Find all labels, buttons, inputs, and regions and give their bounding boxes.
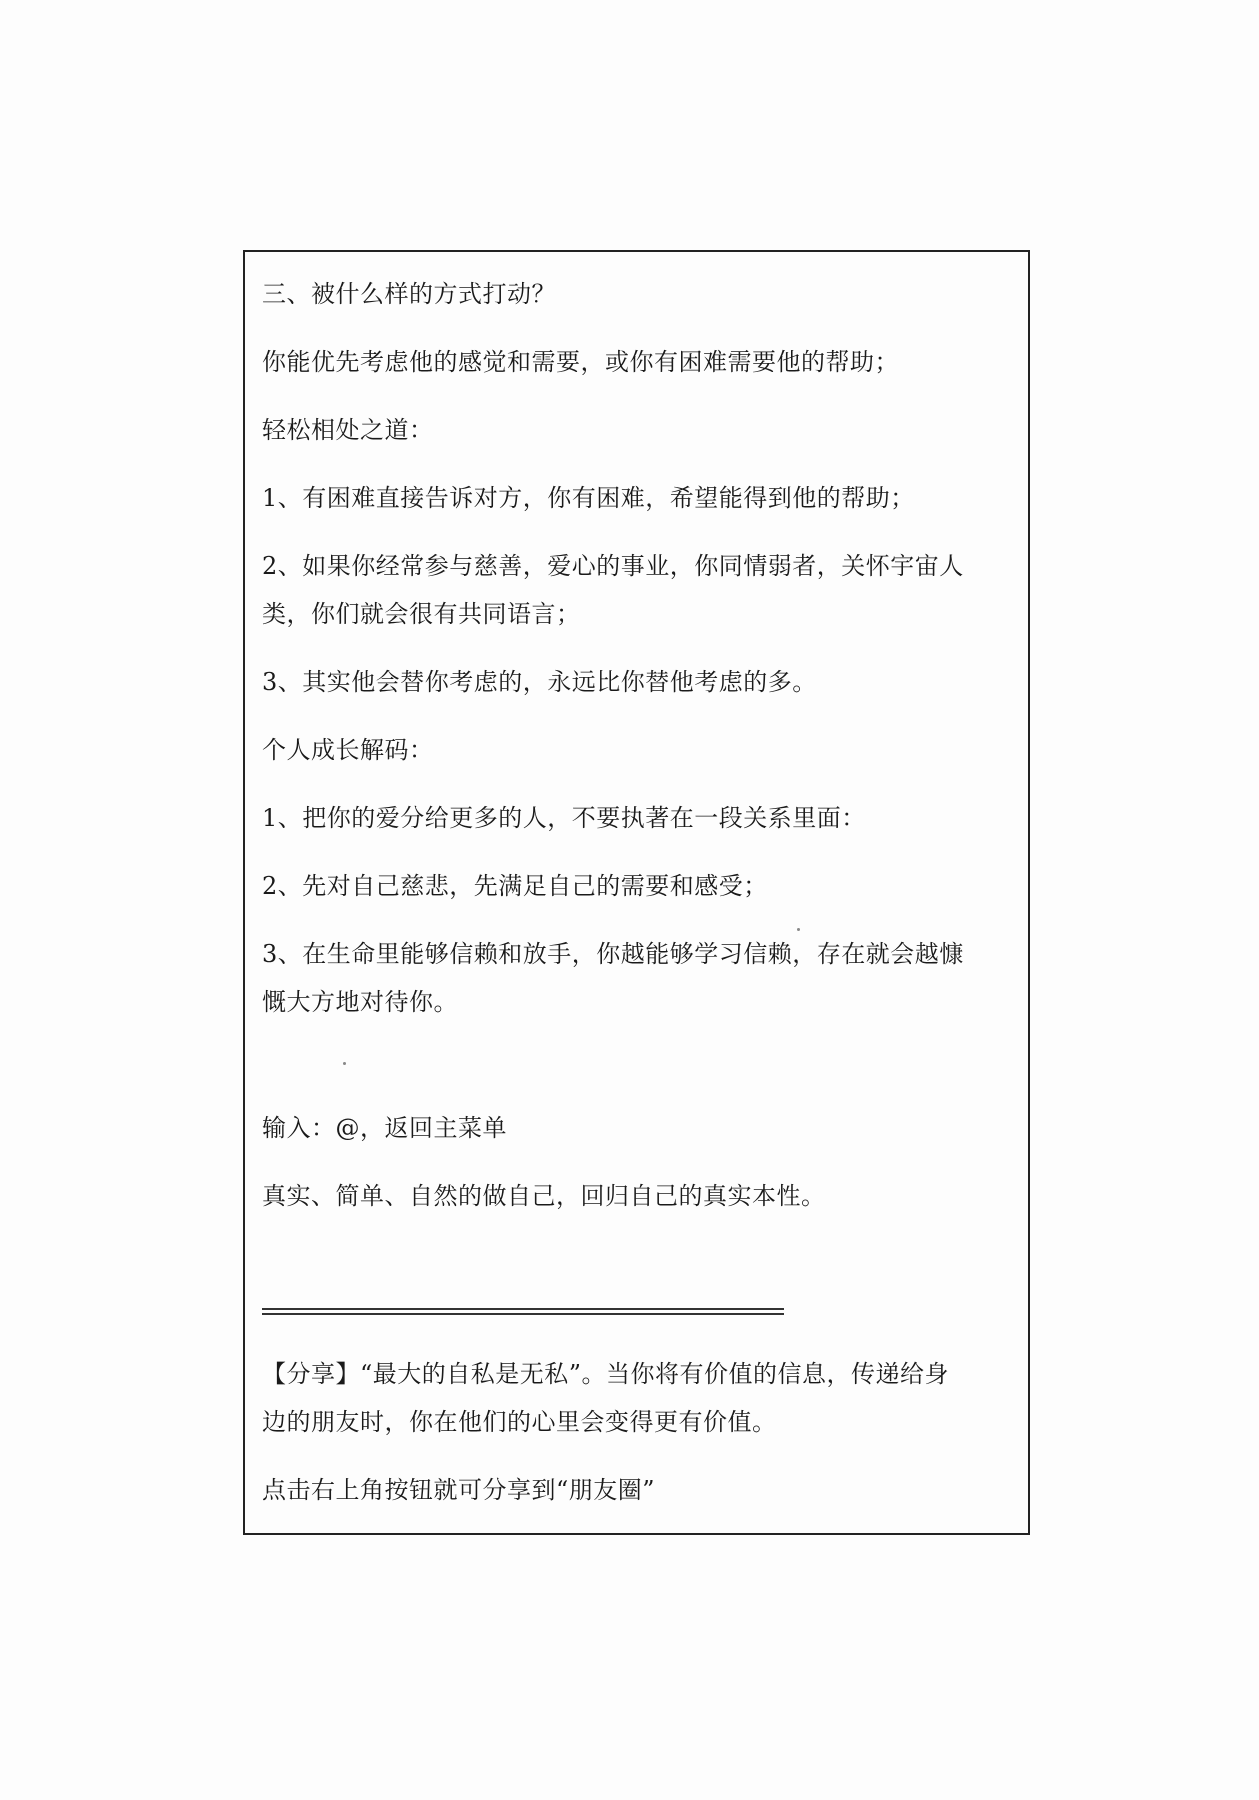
share-text-2: 边的朋友时，你在他们的心里会变得更有价值。 (262, 1408, 777, 1436)
section2-item-2: 2、先对自己慈悲，先满足自己的需要和感受； (262, 872, 768, 900)
section-heading: 三、被什么样的方式打动？ (262, 280, 556, 308)
menu-return-prompt: 输入：@，返回主菜单 (262, 1114, 507, 1142)
section1-item-1: 1、有困难直接告诉对方，你有困难，希望能得到他的帮助； (262, 484, 915, 512)
intro-text: 你能优先考虑他的感觉和需要，或你有困难需要他的帮助； (262, 348, 899, 376)
share-text-1: 【分享】“最大的自私是无私”。当你将有价值的信息，传递给身 (262, 1360, 950, 1388)
scan-speck (343, 1062, 346, 1065)
motto-text: 真实、简单、自然的做自己，回归自己的真实本性。 (262, 1182, 826, 1210)
section2-title: 个人成长解码： (262, 736, 434, 764)
section2-item-1: 1、把你的爱分给更多的人，不要执著在一段关系里面： (262, 804, 866, 832)
section1-item-2a: 2、如果你经常参与慈善，爱心的事业，你同情弱者，关怀宇宙人 (262, 552, 964, 580)
section1-item-3: 3、其实他会替你考虑的，永远比你替他考虑的多。 (262, 668, 817, 696)
section1-title: 轻松相处之道： (262, 416, 434, 444)
content-box (243, 250, 1030, 1535)
share-instruction: 点击右上角按钮就可分享到“朋友圈” (262, 1476, 656, 1504)
section2-item-3a: 3、在生命里能够信赖和放手，你越能够学习信赖，存在就会越慷 (262, 940, 964, 968)
section1-item-2b: 类，你们就会很有共同语言； (262, 600, 581, 628)
separator-line (262, 1308, 784, 1315)
section2-item-3b: 慨大方地对待你。 (262, 988, 458, 1016)
scan-speck (797, 928, 800, 931)
